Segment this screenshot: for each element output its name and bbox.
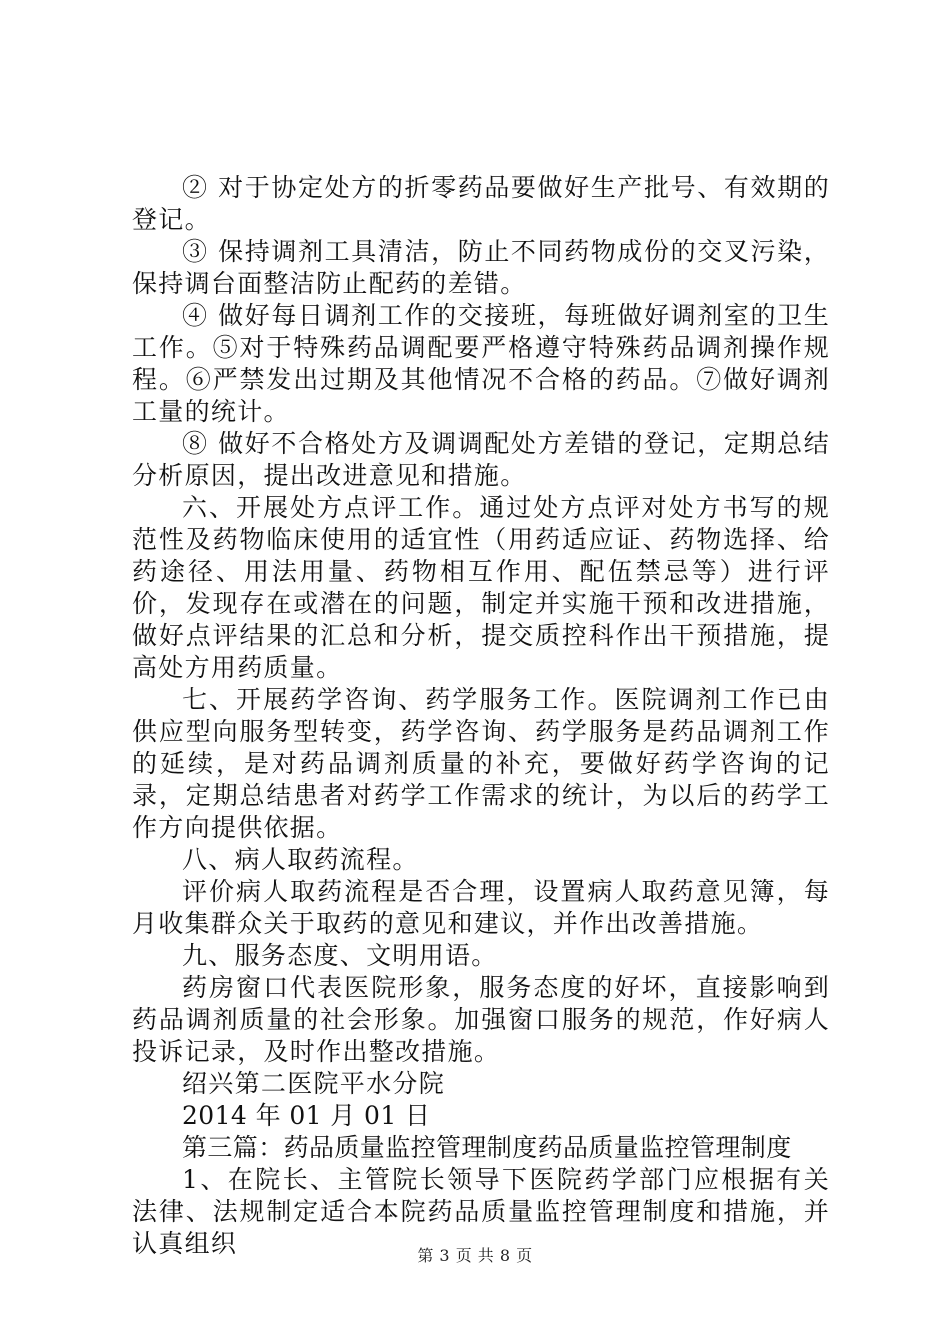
paragraph-8: ⑧ 做好不合格处方及调调配处方差错的登记，定期总结分析原因，提出改进意见和措施。 (132, 429, 830, 490)
document-body (132, 172, 830, 1260)
section-9-body: 药房窗口代表医院形象，服务态度的好坏，直接影响到药品调剂质量的社会形象。加强窗口服务的规范，作好病人投诉记录，及时作出整改措施。 (132, 973, 830, 1066)
page-footer: 第 3 页 共 8 页 (417, 1246, 533, 1265)
chapter-3-title: 第三篇：药品质量监控管理制度药品质量监控管理制度 (182, 1133, 792, 1162)
paragraph-2: ② 对于协定处方的折零药品要做好生产批号、有效期的登记。 (132, 173, 830, 234)
section-8-heading: 八、病人取药流程。 (182, 845, 419, 874)
paragraph-3: ③ 保持调剂工具清洁，防止不同药物成份的交叉污染，保持调台面整洁防止配药的差错。 (132, 237, 830, 298)
signature-hospital: 绍兴第二医院平水分院 (182, 1069, 446, 1098)
paragraph-4-7: ④ 做好每日调剂工作的交接班，每班做好调剂室的卫生工作。⑤对于特殊药品调配要严格遵守特殊药品调剂操作规程。⑥严禁发出过期及其他情况不合格的药品。⑦做好调剂工量的统计。 (132, 301, 830, 426)
section-8-body: 评价病人取药流程是否合理，设置病人取药意见簿，每月收集群众关于取药的意见和建议，并作出改善措施。 (132, 877, 830, 938)
section-6-prescription-review: 六、开展处方点评工作。通过处方点评对处方书写的规范性及药物临床使用的适宜性（用药适应证、药物选择、给药途径、用法用量、药物相互作用、配伍禁忌等）进行评价，发现存在或潜在的问题，制定并实施干预和改进措施，做好点评结果的汇总和分析，提交质控科作出干预措施，提高处方用药质量。 (132, 493, 830, 682)
section-9-heading: 九、服务态度、文明用语。 (182, 941, 498, 970)
signature-date: 2014 年 01 月 01 日 (182, 1101, 431, 1130)
chapter-3-item-1: 1、在院长、主管院长领导下医院药学部门应根据有关法律、法规制定适合本院药品质量监控管理制度和措施，并认真组织 (132, 1165, 830, 1258)
section-7-pharmacy-consulting: 七、开展药学咨询、药学服务工作。医院调剂工作已由供应型向服务型转变，药学咨询、药学服务是药品调剂工作的延续，是对药品调剂质量的补充，要做好药学咨询的记录，定期总结患者对药学工作需求的统计，为以后的药学工作方向提供依据。 (132, 685, 830, 842)
